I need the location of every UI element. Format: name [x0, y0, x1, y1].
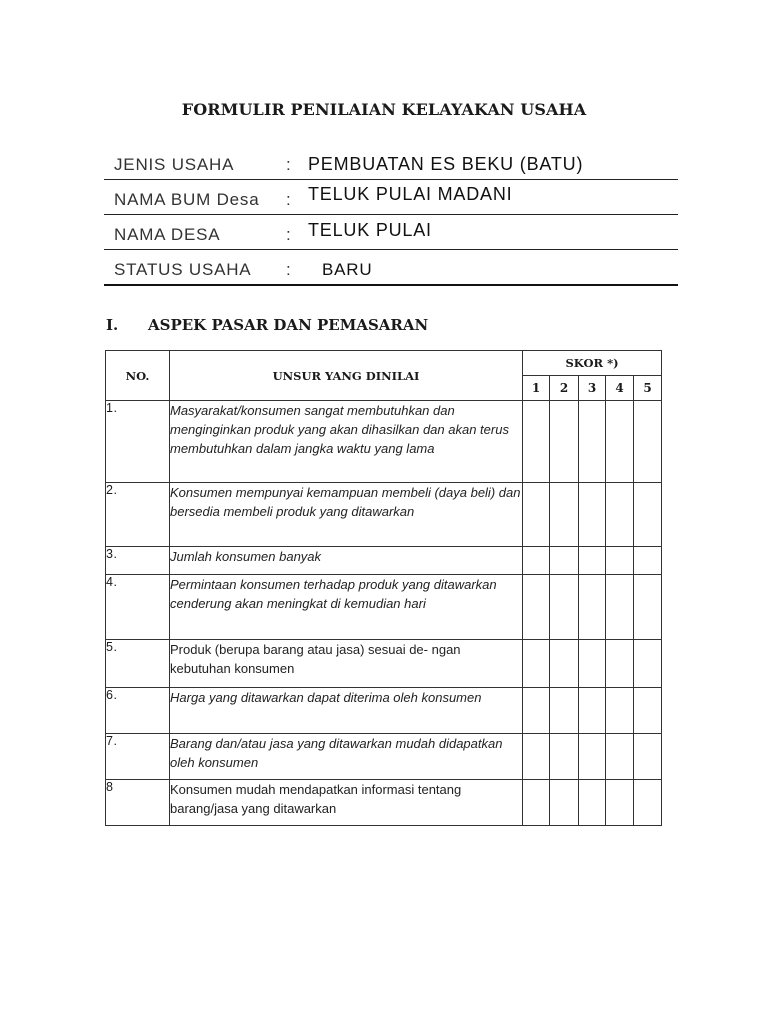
score-cell-4[interactable] — [606, 780, 634, 826]
row-criterion: Jumlah konsumen banyak — [170, 547, 523, 575]
row-criterion: Produk (berupa barang atau jasa) sesuai de- ngan kebutuhan konsumen — [170, 640, 523, 688]
table-header-row — [106, 351, 662, 376]
score-cell-3[interactable] — [579, 640, 606, 688]
info-colon: : — [286, 155, 291, 174]
score-cell-5[interactable] — [634, 688, 662, 734]
score-cell-1[interactable] — [523, 734, 550, 780]
row-criterion: Barang dan/atau jasa yang ditawarkan mudah didapatkan oleh konsumen — [170, 734, 523, 780]
info-colon: : — [286, 225, 291, 244]
score-cell-2[interactable] — [550, 780, 579, 826]
form-title: FORMULIR PENILAIAN KELAYAKAN USAHA — [181, 100, 587, 119]
score-cell-1[interactable] — [523, 547, 550, 575]
row-number: 4. — [106, 575, 170, 640]
score-cell-5[interactable] — [634, 483, 662, 547]
score-cell-2[interactable] — [550, 640, 579, 688]
table-row — [106, 575, 662, 640]
score-cell-4[interactable] — [606, 640, 634, 688]
score-cell-5[interactable] — [634, 575, 662, 640]
score-cell-5[interactable] — [634, 780, 662, 826]
section-title: ASPEK PASAR DAN PEMASARAN — [148, 316, 429, 334]
info-label: NAMA BUM Desa — [114, 190, 260, 209]
table-row — [106, 688, 662, 734]
row-criterion: Masyarakat/konsumen sangat membutuhkan dan menginginkan produk yang akan dihasilkan dan akan terus membutuhkan dalam jangka waktu yang lama — [170, 401, 523, 483]
score-cell-5[interactable] — [634, 734, 662, 780]
info-value: TELUK PULAI — [308, 220, 432, 240]
info-value: PEMBUATAN ES BEKU (BATU) — [308, 154, 584, 174]
score-cell-1[interactable] — [523, 640, 550, 688]
score-col-3: 3 — [579, 376, 606, 401]
section-number: I. — [106, 316, 119, 334]
info-label: NAMA DESA — [114, 225, 221, 244]
row-number: 2. — [106, 483, 170, 547]
row-number: 1. — [106, 401, 170, 483]
row-criterion: Konsumen mudah mendapatkan informasi tentang barang/jasa yang ditawarkan — [170, 780, 523, 826]
score-cell-4[interactable] — [606, 734, 634, 780]
info-colon: : — [286, 190, 291, 209]
score-col-4: 4 — [606, 376, 634, 401]
info-row-business-status — [104, 250, 678, 286]
score-cell-2[interactable] — [550, 688, 579, 734]
info-value: BARU — [322, 260, 373, 279]
info-label: JENIS USAHA — [114, 155, 235, 174]
row-criterion: Konsumen mempunyai kemampuan membeli (daya beli) dan bersedia membeli produk yang ditawarkan — [170, 483, 523, 547]
table-row — [106, 640, 662, 688]
score-cell-3[interactable] — [579, 575, 606, 640]
score-cell-3[interactable] — [579, 483, 606, 547]
score-cell-2[interactable] — [550, 483, 579, 547]
score-cell-3[interactable] — [579, 734, 606, 780]
score-cell-5[interactable] — [634, 401, 662, 483]
table-row — [106, 734, 662, 780]
info-colon: : — [286, 260, 291, 279]
row-number: 3. — [106, 547, 170, 575]
score-cell-1[interactable] — [523, 401, 550, 483]
row-criterion: Permintaan konsumen terhadap produk yang ditawarkan cenderung akan meningkat di kemudian hari — [170, 575, 523, 640]
score-cell-2[interactable] — [550, 575, 579, 640]
row-number: 7. — [106, 734, 170, 780]
score-cell-4[interactable] — [606, 688, 634, 734]
info-value: TELUK PULAI MADANI — [308, 184, 513, 204]
table-row — [106, 401, 662, 483]
score-cell-4[interactable] — [606, 547, 634, 575]
score-col-1: 1 — [523, 376, 550, 401]
score-cell-4[interactable] — [606, 575, 634, 640]
assessment-table — [105, 350, 662, 826]
info-row-business-type — [104, 145, 678, 180]
score-cell-3[interactable] — [579, 688, 606, 734]
score-cell-4[interactable] — [606, 401, 634, 483]
row-criterion: Harga yang ditawarkan dapat diterima oleh konsumen — [170, 688, 523, 734]
section-heading — [106, 316, 428, 334]
score-cell-2[interactable] — [550, 401, 579, 483]
score-cell-4[interactable] — [606, 483, 634, 547]
score-cell-3[interactable] — [579, 547, 606, 575]
score-cell-1[interactable] — [523, 483, 550, 547]
score-cell-2[interactable] — [550, 547, 579, 575]
score-cell-1[interactable] — [523, 575, 550, 640]
row-number: 5. — [106, 640, 170, 688]
header-item: UNSUR YANG DINILAI — [170, 351, 523, 401]
score-cell-5[interactable] — [634, 640, 662, 688]
header-no: NO. — [106, 351, 170, 401]
header-score: SKOR *) — [523, 351, 662, 376]
score-cell-3[interactable] — [579, 780, 606, 826]
info-row-bumdes-name — [104, 180, 678, 215]
row-number: 8 — [106, 780, 170, 826]
info-label: STATUS USAHA — [114, 260, 252, 279]
score-cell-3[interactable] — [579, 401, 606, 483]
score-cell-1[interactable] — [523, 780, 550, 826]
table-row — [106, 547, 662, 575]
row-number: 6. — [106, 688, 170, 734]
table-row — [106, 483, 662, 547]
score-col-5: 5 — [634, 376, 662, 401]
score-col-2: 2 — [550, 376, 579, 401]
table-row — [106, 780, 662, 826]
business-info — [104, 145, 678, 286]
score-cell-1[interactable] — [523, 688, 550, 734]
score-cell-5[interactable] — [634, 547, 662, 575]
info-row-village-name — [104, 215, 678, 250]
score-cell-2[interactable] — [550, 734, 579, 780]
